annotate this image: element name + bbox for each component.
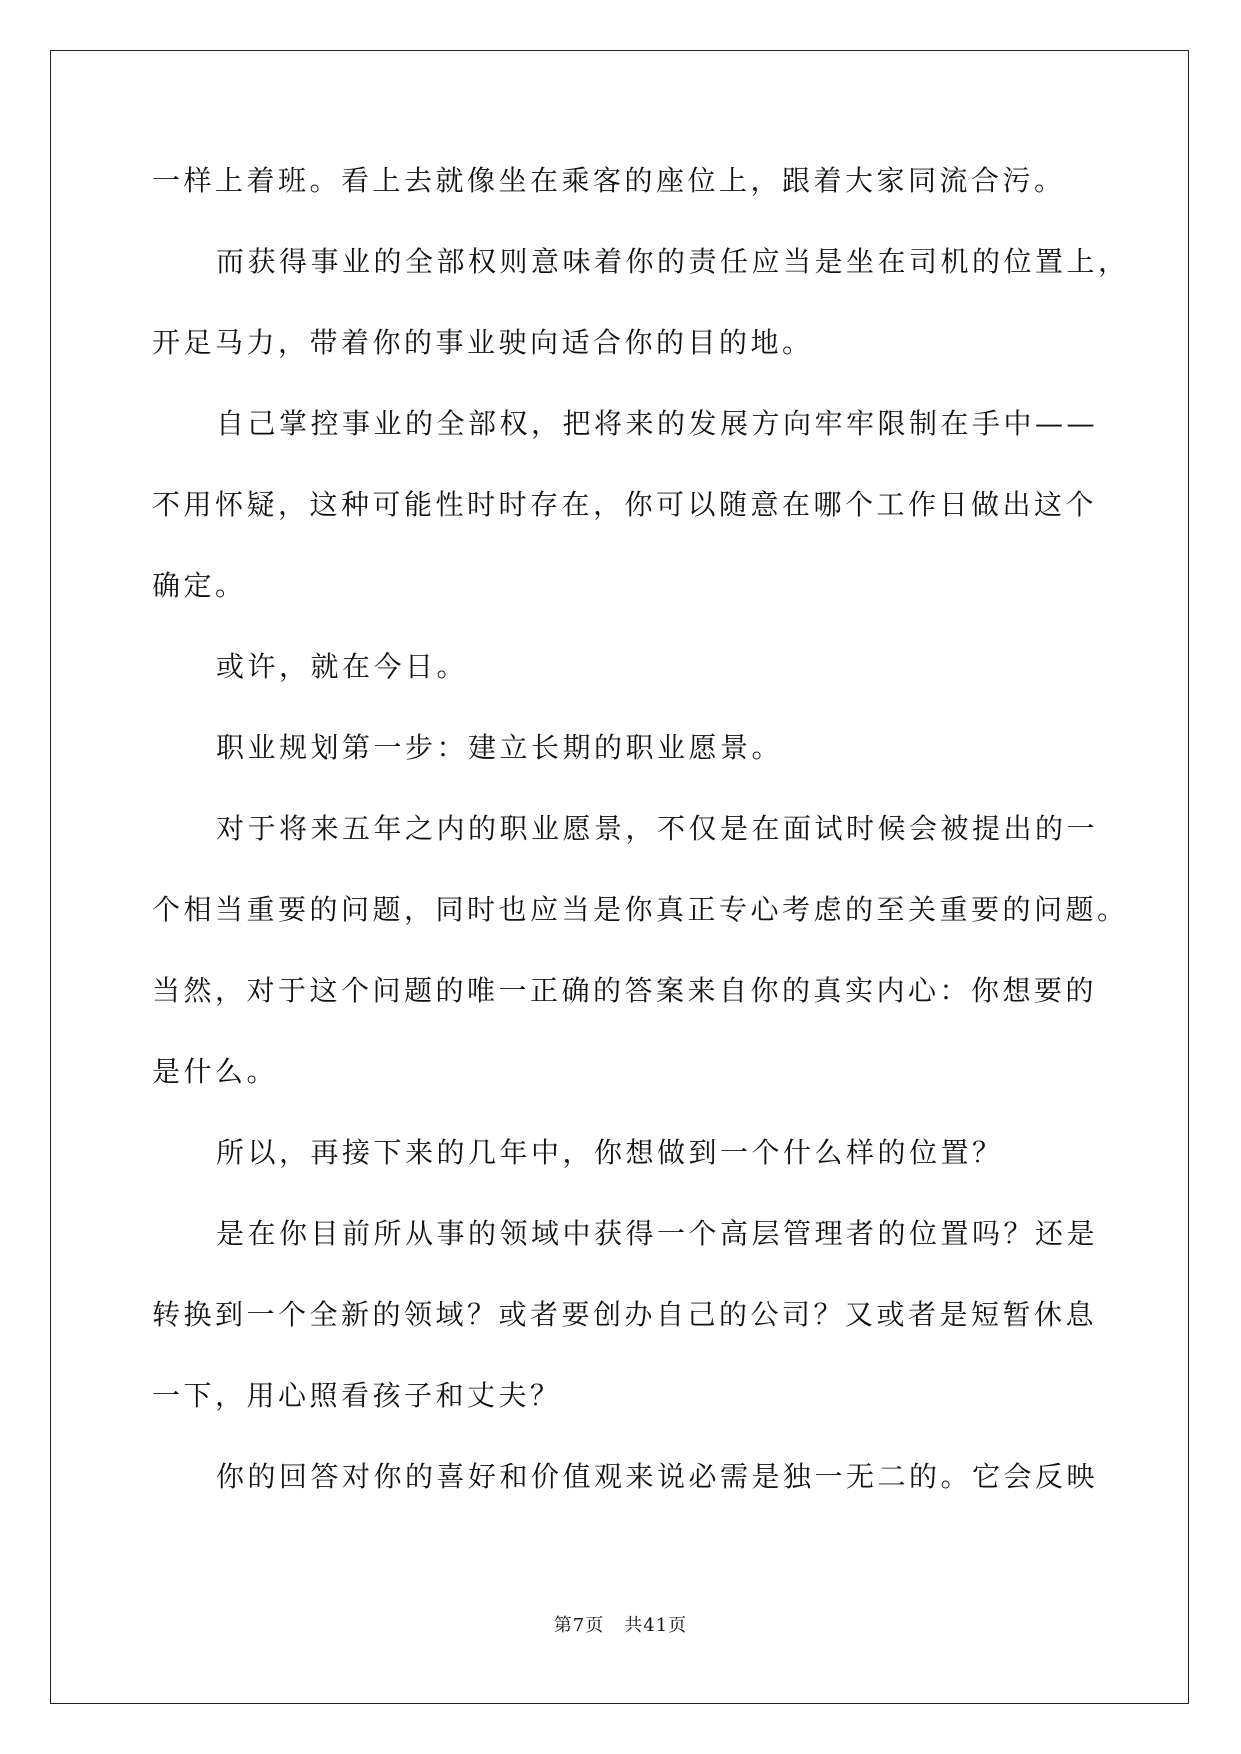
body-line: 是在你目前所从事的领域中获得一个高层管理者的位置吗？还是 [216, 1217, 1099, 1250]
body-line: 对于将来五年之内的职业愿景，不仅是在面试时候会被提出的一 [216, 812, 1099, 845]
page-number: 第7页 [553, 1615, 605, 1636]
body-line: 你的回答对你的喜好和价值观来说必需是独一无二的。它会反映 [216, 1460, 1099, 1493]
body-line: 一下，用心照看孩子和丈夫？ [152, 1379, 562, 1412]
body-line: 转换到一个全新的领域？或者要创办自己的公司？又或者是短暂休息 [152, 1298, 1098, 1331]
body-line: 一样上着班。看上去就像坐在乘客的座位上，跟着大家同流合污。 [152, 164, 1066, 197]
body-line: 个相当重要的问题，同时也应当是你真正专心考虑的至关重要的问题。 [152, 893, 1129, 926]
body-line: 而获得事业的全部权则意味着你的责任应当是坐在司机的位置上， [216, 245, 1130, 278]
body-line: 或许，就在今日。 [216, 650, 469, 683]
document-body [152, 163, 1130, 1540]
body-line: 自己掌控事业的全部权，把将来的发展方向牢牢限制在手中—— [216, 407, 1099, 440]
body-line: 职业规划第一步：建立长期的职业愿景。 [216, 731, 784, 764]
body-line: 当然，对于这个问题的唯一正确的答案来自你的真实内心：你想要的 [152, 974, 1098, 1007]
body-line: 确定。 [152, 569, 247, 602]
body-line: 是什么。 [152, 1055, 279, 1088]
body-line: 所以，再接下来的几年中，你想做到一个什么样的位置？ [216, 1136, 1004, 1169]
body-line: 不用怀疑，这种可能性时时存在，你可以随意在哪个工作日做出这个 [152, 488, 1098, 521]
page-total: 共41页 [624, 1615, 688, 1636]
body-line: 开足马力，带着你的事业驶向适合你的目的地。 [152, 326, 814, 359]
page-footer [0, 1611, 1241, 1637]
